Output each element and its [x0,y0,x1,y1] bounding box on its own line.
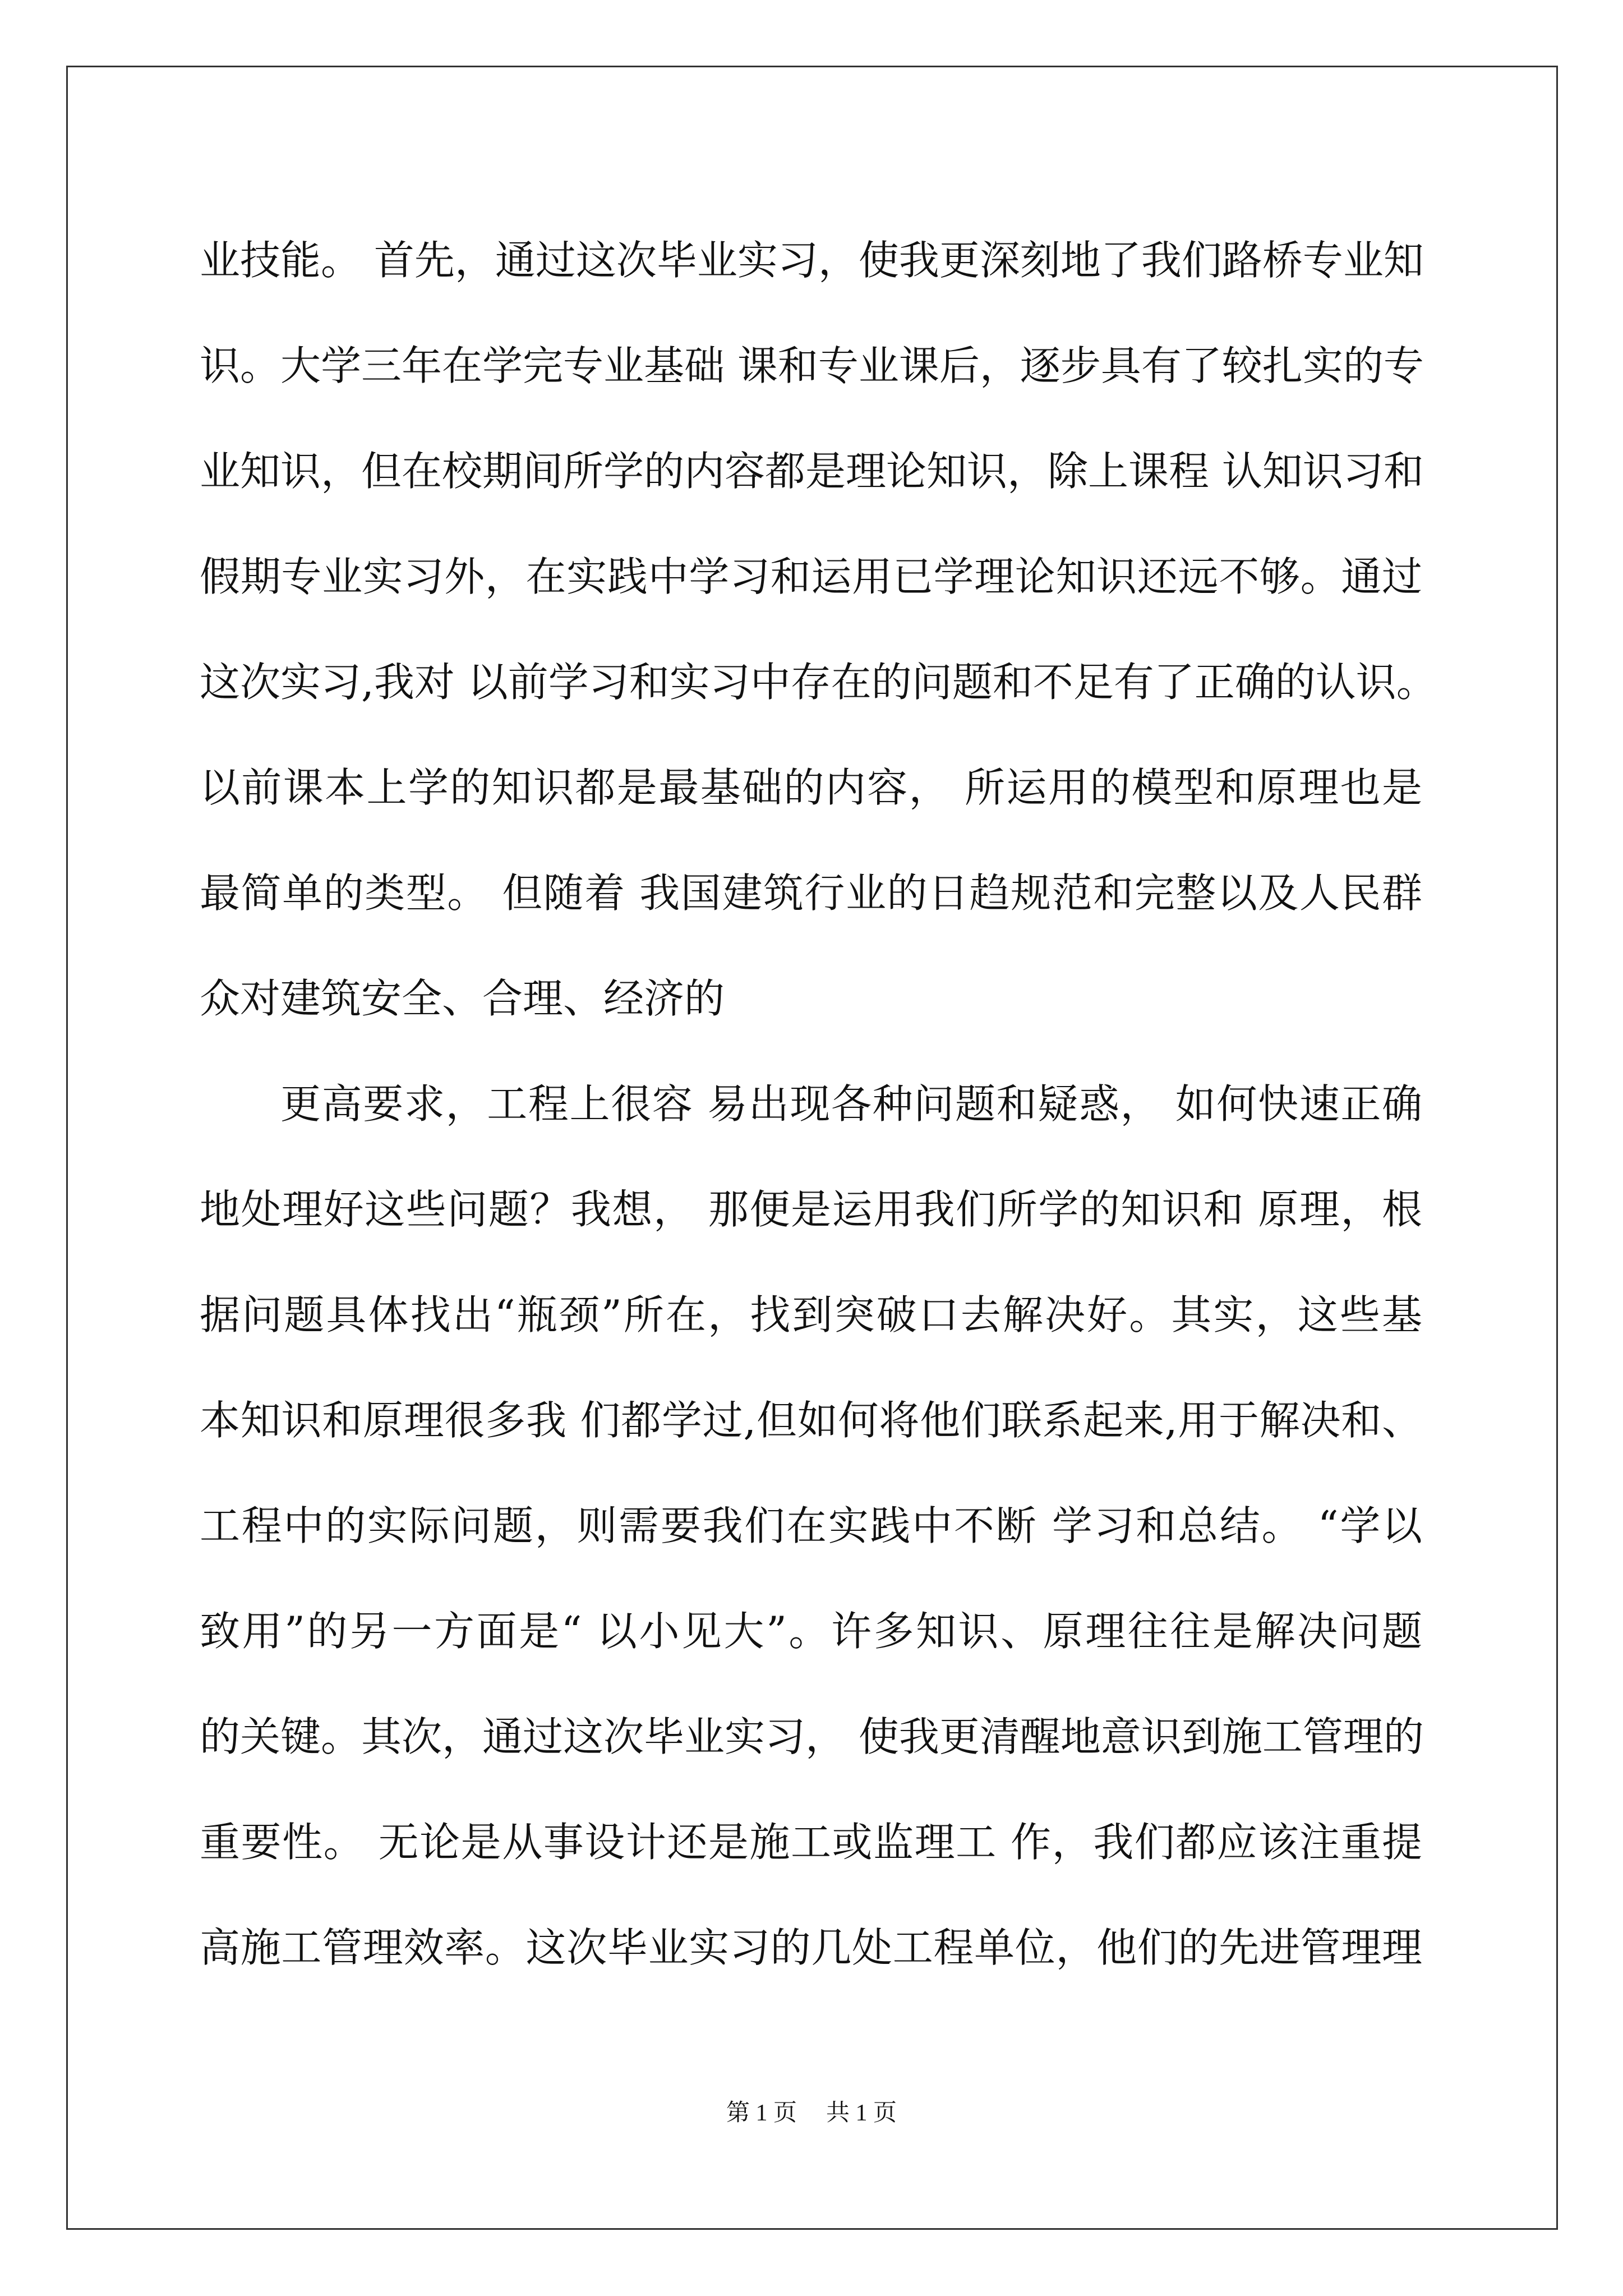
document-body [200,208,1437,2000]
page-number: 第 1 页 [726,2100,797,2126]
paragraph-1-line-7: 最简单的类型。 但随着 我国建筑行业的日趋规范和完整以及人民群 [200,869,1422,917]
paragraph-1-line-8: 众对建筑安全、合理、经济的 [200,975,725,1022]
page-footer [0,2096,1623,2130]
paragraph-2-line-5: 工程中的实际问题，则需要我们在实践中不断 学习和总结。 “学以 [200,1502,1422,1549]
paragraph-2-line-9: 高施工管理效率。这次毕业实习的几处工程单位，他们的先进管理理 [200,1924,1422,1971]
paragraph-2-line-2: 地处理好这些问题？我想， 那便是运用我们所学的知识和 原理，根 [200,1186,1422,1233]
paragraph-1-line-3: 业知识，但在校期间所学的内容都是理论知识，除上课程 认知识习和 [200,448,1424,495]
paragraph-1-line-6: 以前课本上学的知识都是最基础的内容， 所运用的模型和原理也是 [200,764,1422,811]
paragraph-2-line-8: 重要性。 无论是从事设计还是施工或监理工 作，我们都应该注重提 [200,1819,1422,1866]
paragraph-2-line-4: 本知识和原理很多我 们都学过,但如何将他们联系起来,用于解决和、 [200,1397,1422,1444]
paragraph-1-line-1: 业技能。 首先，通过这次毕业实习，使我更深刻地了我们路桥专业知 [200,237,1424,284]
paragraph-2-line-6: 致用”的另一方面是“ 以小见大”。许多知识、原理往往是解决问题 [200,1608,1422,1655]
paragraph-1-line-5: 这次实习,我对 以前学习和实习中存在的问题和不足有了正确的认识。 [200,659,1437,706]
paragraph-1-line-2: 识。大学三年在学完专业基础 课和专业课后，逐步具有了较扎实的专 [200,342,1424,389]
paragraph-2-line-1: 更高要求，工程上很容 易出现各种问题和疑惑， 如何快速正确 [280,1080,1422,1128]
page-total: 共 1 页 [826,2100,897,2126]
paragraph-2-line-7: 的关键。其次，通过这次毕业实习， 使我更清醒地意识到施工管理的 [200,1713,1424,1760]
paragraph-2-line-3: 据问题具体找出“瓶颈”所在，找到突破口去解决好。其实，这些基 [200,1291,1422,1338]
paragraph-1-line-4: 假期专业实习外，在实践中学习和运用已学理论知识还远不够。通过 [200,553,1422,600]
